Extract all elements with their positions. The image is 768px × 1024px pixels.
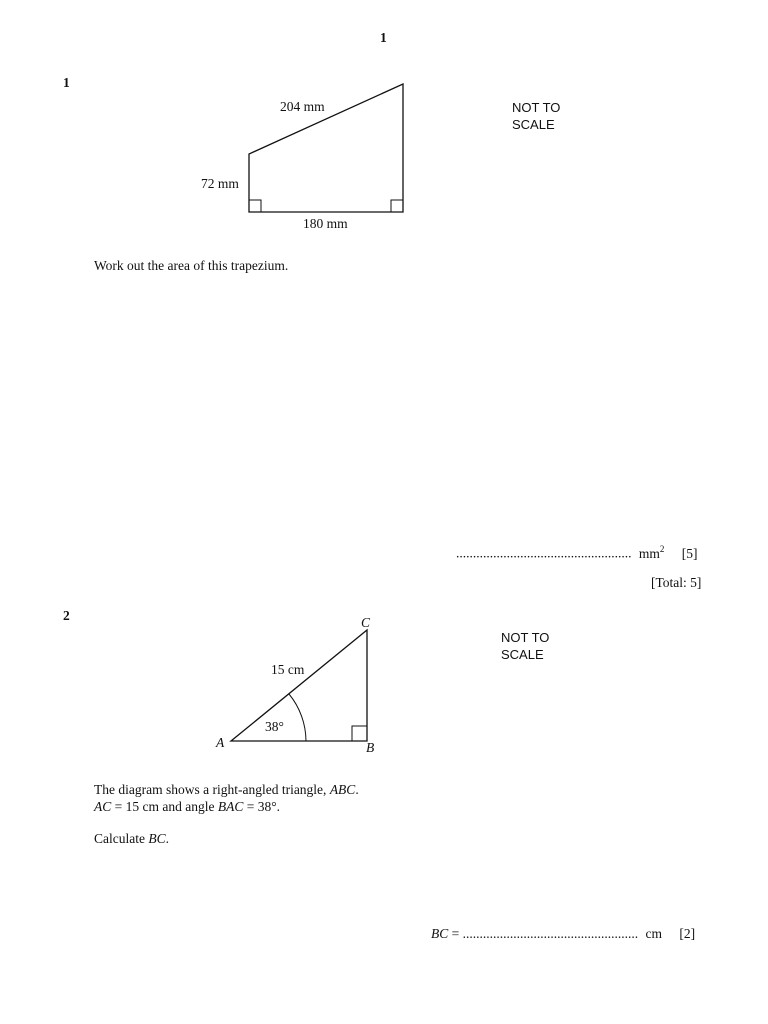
question-1-marks: [5] (681, 545, 698, 561)
vertex-b-label: B (366, 740, 375, 755)
question-1-total: [Total: 5] (651, 575, 702, 590)
not-to-scale-note-2: NOT TO SCALE (501, 630, 550, 662)
question-1-prompt: Work out the area of this trapezium. (94, 258, 289, 273)
answer-line: .................................................... (456, 545, 632, 561)
answer-unit: cm (645, 926, 663, 941)
question-2-answer-row: BC = .................................................... cm [2] (431, 926, 696, 941)
slant-side-label: 204 mm (280, 99, 325, 114)
page-number: 1 (380, 30, 387, 45)
question-2-calculate: Calculate BC. (94, 831, 169, 846)
triangle-shape (231, 630, 367, 741)
answer-unit: mm (638, 545, 660, 561)
vertex-a-label: A (216, 735, 225, 750)
question-1-number: 1 (63, 75, 70, 90)
question-2-marks: [2] (679, 926, 696, 941)
angle-arc (289, 694, 306, 741)
question-2-number: 2 (63, 608, 70, 623)
vertex-c-label: C (361, 615, 371, 630)
answer-unit-exponent: 2 (659, 544, 665, 554)
right-angle-marker (352, 726, 367, 741)
not-to-scale-note-1: NOT TO SCALE (512, 100, 561, 132)
angle-label: 38° (265, 719, 284, 734)
left-side-label: 72 mm (201, 176, 239, 191)
question-2-text-line-1: The diagram shows a right-angled triangle, ABC. (94, 782, 359, 797)
bottom-side-label: 180 mm (303, 216, 348, 231)
question-2-text-line-2: AC = 15 cm and angle BAC = 38°. (94, 799, 280, 814)
answer-variable: BC (431, 926, 449, 941)
answer-line: .................................................... (462, 926, 639, 941)
hypotenuse-label: 15 cm (271, 662, 305, 677)
